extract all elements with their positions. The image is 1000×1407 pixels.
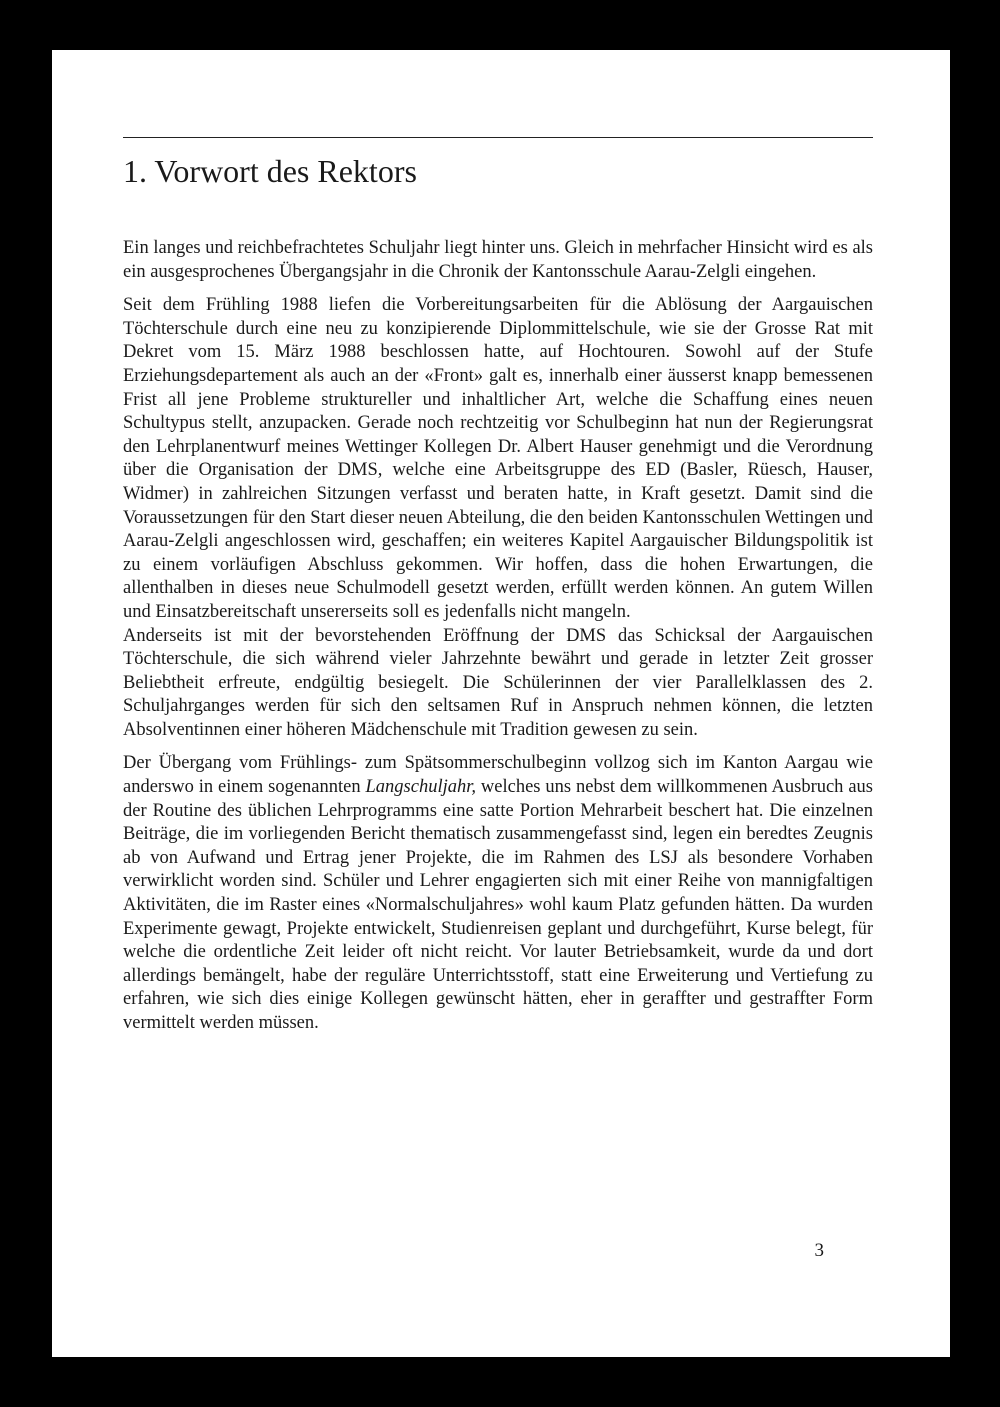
paragraph-2: Seit dem Frühling 1988 liefen die Vorbereitungsarbeiten für die Ablösung der Aargauischen Töchterschule durch eine neu zu konzipierende Diplommittelschule, wie sie der Grosse Rat mit Dekret vom 15. März 1988 beschlossen hatte, auf Hochtouren. Sowohl auf der Stufe Erziehungsdepartement als auch an der «Front» galt es, innerhalb einer äusserst knapp bemessenen Frist all jene Probleme struktureller und inhaltlicher Art, welche die Schaffung eines neuen Schultypus stellt, anzupacken. Gerade noch rechtzeitig vor Schulbeginn hat nun der Regierungsrat den Lehrplanentwurf meines Wettinger Kollegen Dr. Albert Hauser genehmigt und die Verordnung über die Organisation der DMS, welche eine Arbeitsgruppe des ED (Basler, Rüesch, Hauser, Widmer) in zahlreichen Sitzungen verfasst und beraten hatte, in Kraft gesetzt. Damit sind die Voraussetzungen für den Start dieser neuen Abteilung, die den beiden Kantonsschulen Wettingen und Aarau-Zelgli angeschlossen wird, geschaffen; ein weiteres Kapitel Aargauischer Bildungspolitik ist zu einem vorläufigen Abschluss gekommen. Wir hoffen, dass die hohen Erwartungen, die allenthalben in dieses neue Schulmodell gesetzt werden, erfüllt werden können. An gutem Willen und Einsatzbereitschaft unsererseits soll es jedenfalls nicht mangeln.: [123, 295, 873, 622]
page-number: 3: [814, 1240, 824, 1261]
body-text: [123, 237, 873, 1036]
paragraph-4: [123, 752, 873, 1035]
paragraph-4-text-start: Der Übergang vom Frühlings- zum Spätsommerschulbeginn vollzog sich im Kanton Aargau wie anderswo in einem sogenannten: [123, 753, 873, 798]
paragraph-3: Anderseits ist mit der bevorstehenden Eröffnung der DMS das Schicksal der Aargauischen Töchterschule, die sich während vieler Jahrzehnte bewährt und gerade in letzter Zeit grosser Beliebtheit erfreute, endgültig besiegelt. Die Schülerinnen der vier Parallelklassen des 2. Schuljahrganges werden für sich den seltsamen Ruf in Anspruch nehmen können, die letzten Absolventinnen einer höheren Mädchenschule mit Tradition gewesen zu sein.: [123, 625, 873, 740]
paragraph-4-italic-term: Langschuljahr,: [365, 777, 477, 798]
paragraph-4-text-end: welches uns nebst dem willkommenen Ausbruch aus der Routine des üblichen Lehrprogramms eine satte Portion Mehrarbeit beschert hat. Die einzelnen Beiträge, die im vorliegenden Bericht thematisch zusammengefasst sind, legen ein beredtes Zeugnis ab von Aufwand und Ertrag jener Projekte, die im Rahmen des LSJ als besondere Vorhaben verwirklicht worden sind. Schüler und Lehrer engagierten sich mit einer Reihe von mannigfaltigen Aktivitäten, die im Raster eines «Normalschuljahres» wohl kaum Platz gefunden hätten. Da wurden Experimente gewagt, Projekte entwickelt, Studienreisen geplant und durchgeführt, Kurse belegt, für welche die ordentliche Zeit leider oft nicht reicht. Vor lauter Betriebsamkeit, wurde da und dort allerdings bemängelt, habe der reguläre Unterrichtsstoff, statt eine Erweiterung und Vertiefung zu erfahren, wie sich dies einige Kollegen gewünscht hätten, eher in geraffter und gestraffter Form vermittelt werden müssen.: [123, 777, 873, 1033]
heading-rule: [123, 137, 873, 138]
paragraph-1: Ein langes und reichbefrachtetes Schuljahr liegt hinter uns. Gleich in mehrfacher Hinsicht wird es als ein ausgesprochenes Übergangsjahr in die Chronik der Kantonsschule Aarau-Zelgli eingehen.: [123, 238, 873, 282]
document-page: [52, 50, 950, 1357]
page-title: 1. Vorwort des Rektors: [123, 153, 417, 189]
